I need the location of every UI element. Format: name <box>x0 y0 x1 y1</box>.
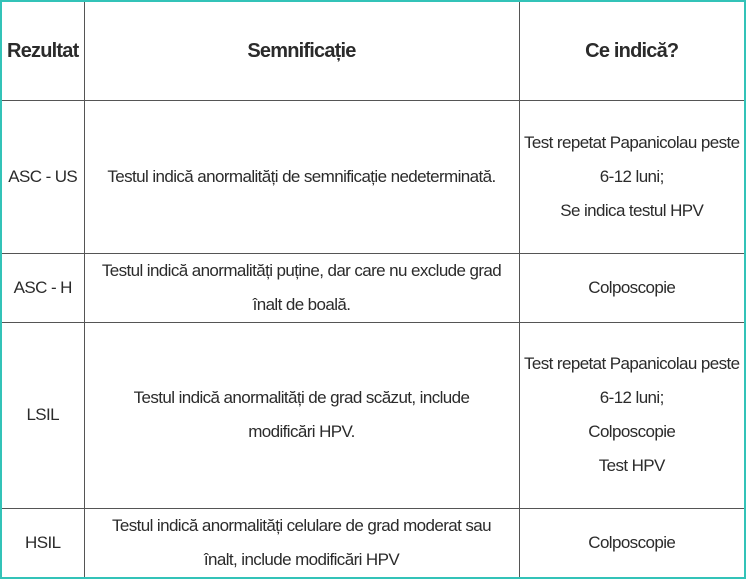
result-cell: LSIL <box>2 322 84 508</box>
indicates-line: Test repetat Papanicolau peste <box>524 354 740 373</box>
result-cell: HSIL <box>2 508 84 577</box>
indicates-cell <box>519 508 744 577</box>
meaning-line: înalt, include modificări HPV <box>203 549 400 569</box>
table-row <box>2 322 744 508</box>
indicates-line: 6-12 luni; <box>599 388 664 407</box>
indicates-cell <box>519 322 744 508</box>
meaning-cell <box>84 253 519 322</box>
indicates-line: Se indica testul HPV <box>560 200 704 220</box>
indicates-cell <box>519 253 744 322</box>
table-header-row <box>2 2 744 100</box>
meaning-cell <box>84 322 519 508</box>
result-cell: ASC - US <box>2 100 84 253</box>
results-table <box>2 2 744 577</box>
header-result: Rezultat <box>2 2 84 100</box>
meaning-line: modificări HPV. <box>248 422 355 441</box>
table-row <box>2 253 744 322</box>
meaning-line: înalt de boală. <box>252 294 351 314</box>
table-row <box>2 100 744 253</box>
table-row <box>2 508 744 577</box>
meaning-cell <box>84 100 519 253</box>
meaning-line: Testul indică anormalități de grad scăzut, include <box>133 388 470 407</box>
header-indicates: Ce indică? <box>519 2 744 100</box>
indicates-line: Colposcopie <box>588 277 676 297</box>
meaning-cell <box>84 508 519 577</box>
indicates-cell <box>519 100 744 253</box>
indicates-line: Colposcopie <box>588 422 676 441</box>
indicates-line: Test repetat Papanicolau peste <box>524 132 740 152</box>
meaning-line: Testul indică anormalități puține, dar care nu exclude grad <box>101 260 502 280</box>
indicates-line: Colposcopie <box>588 532 676 552</box>
indicates-line: Test HPV <box>598 456 665 475</box>
meaning-line: Testul indică anormalități de semnificație nedeterminată. <box>107 166 496 186</box>
header-meaning: Semnificație <box>84 2 519 100</box>
indicates-line: 6-12 luni; <box>599 166 664 186</box>
meaning-line: Testul indică anormalități celulare de grad moderat sau <box>111 515 491 535</box>
result-cell: ASC - H <box>2 253 84 322</box>
